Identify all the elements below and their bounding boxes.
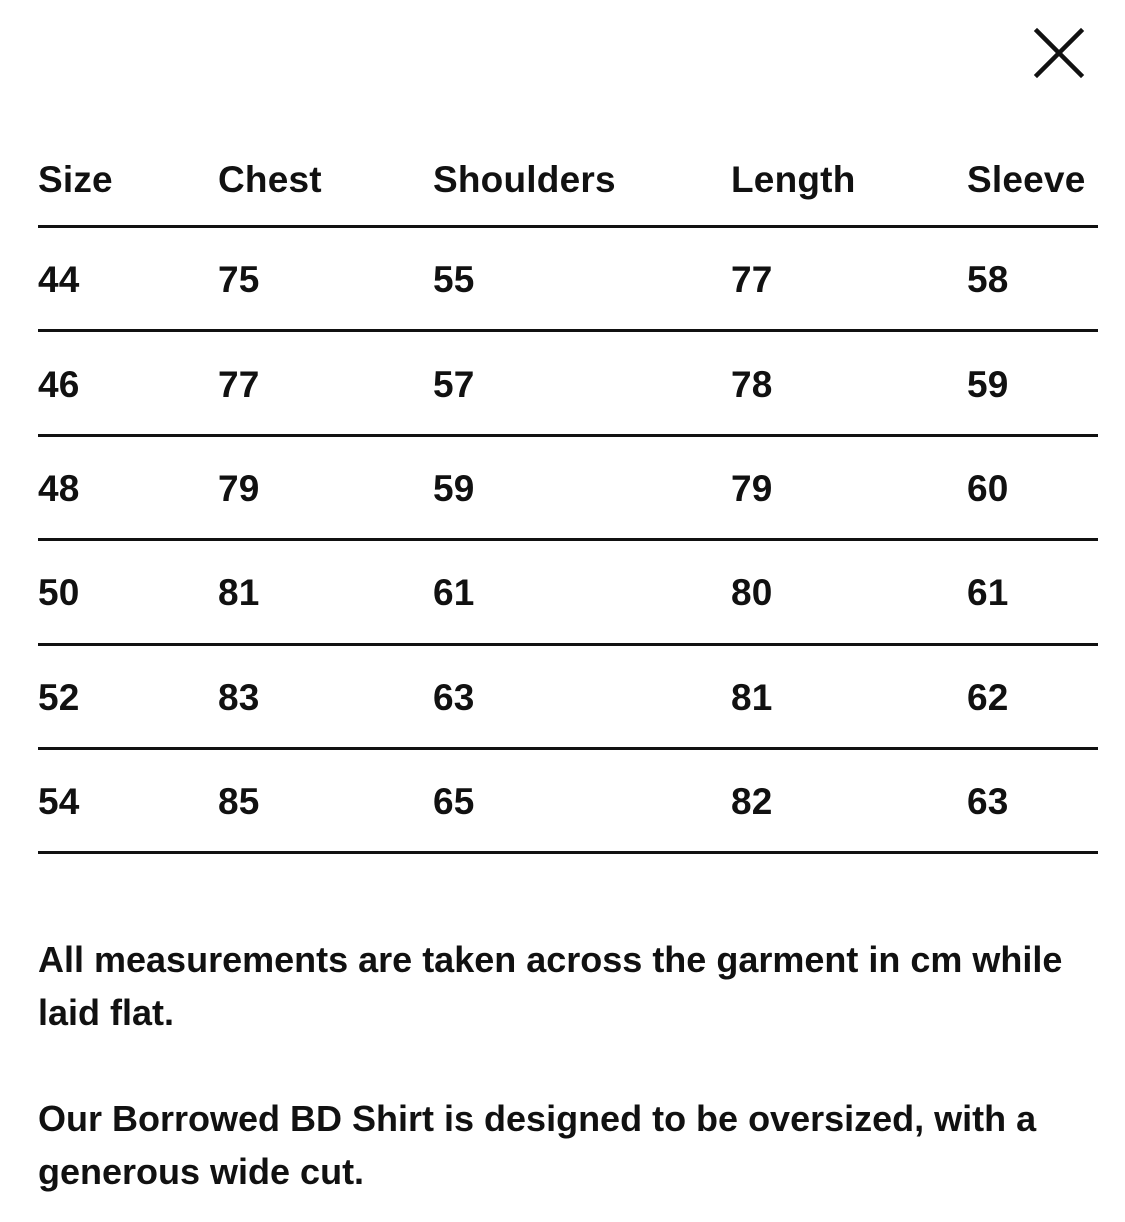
size-cell: 52 xyxy=(38,676,80,718)
size-cell: 44 xyxy=(38,259,80,301)
size-cell: 46 xyxy=(38,363,80,405)
table-row xyxy=(38,332,1098,436)
shoulders-cell: 57 xyxy=(433,363,475,405)
table-row xyxy=(38,228,1098,332)
sleeve-cell: 63 xyxy=(967,781,1009,823)
table-row xyxy=(38,437,1098,541)
shoulders-cell: 65 xyxy=(433,781,475,823)
size-cell: 50 xyxy=(38,572,80,614)
size-chart-table xyxy=(38,130,1098,854)
fit-note: Our Borrowed BD Shirt is designed to be oversized, with a generous wide cut. xyxy=(38,1098,1037,1192)
column-header-chest: Chest xyxy=(218,159,322,200)
chest-cell: 77 xyxy=(218,363,260,405)
length-cell: 78 xyxy=(731,363,773,405)
column-header-size: Size xyxy=(38,159,113,200)
close-icon xyxy=(1030,24,1088,82)
measurement-note: All measurements are taken across the garment in cm while laid flat. xyxy=(38,939,1063,1033)
chest-cell: 79 xyxy=(218,467,260,509)
column-header-length: Length xyxy=(731,159,856,200)
table-header xyxy=(38,130,1098,228)
chest-cell: 81 xyxy=(218,572,260,614)
sleeve-cell: 58 xyxy=(967,259,1009,301)
shoulders-cell: 59 xyxy=(433,467,475,509)
shoulders-cell: 63 xyxy=(433,676,475,718)
chest-cell: 75 xyxy=(218,259,260,301)
size-cell: 54 xyxy=(38,781,80,823)
sleeve-cell: 61 xyxy=(967,572,1009,614)
sleeve-cell: 62 xyxy=(967,676,1009,718)
table-row xyxy=(38,646,1098,750)
table-row xyxy=(38,750,1098,854)
length-cell: 79 xyxy=(731,467,773,509)
length-cell: 77 xyxy=(731,259,773,301)
shoulders-cell: 55 xyxy=(433,259,475,301)
chest-cell: 85 xyxy=(218,781,260,823)
length-cell: 82 xyxy=(731,781,773,823)
shoulders-cell: 61 xyxy=(433,572,475,614)
close-button[interactable] xyxy=(1030,24,1088,82)
sleeve-cell: 60 xyxy=(967,467,1009,509)
table-row xyxy=(38,541,1098,645)
length-cell: 80 xyxy=(731,572,773,614)
size-notes xyxy=(38,933,1098,1198)
column-header-shoulders: Shoulders xyxy=(433,159,616,200)
length-cell: 81 xyxy=(731,676,773,718)
sleeve-cell: 59 xyxy=(967,363,1009,405)
size-cell: 48 xyxy=(38,467,80,509)
chest-cell: 83 xyxy=(218,676,260,718)
column-header-sleeve: Sleeve xyxy=(967,159,1086,200)
